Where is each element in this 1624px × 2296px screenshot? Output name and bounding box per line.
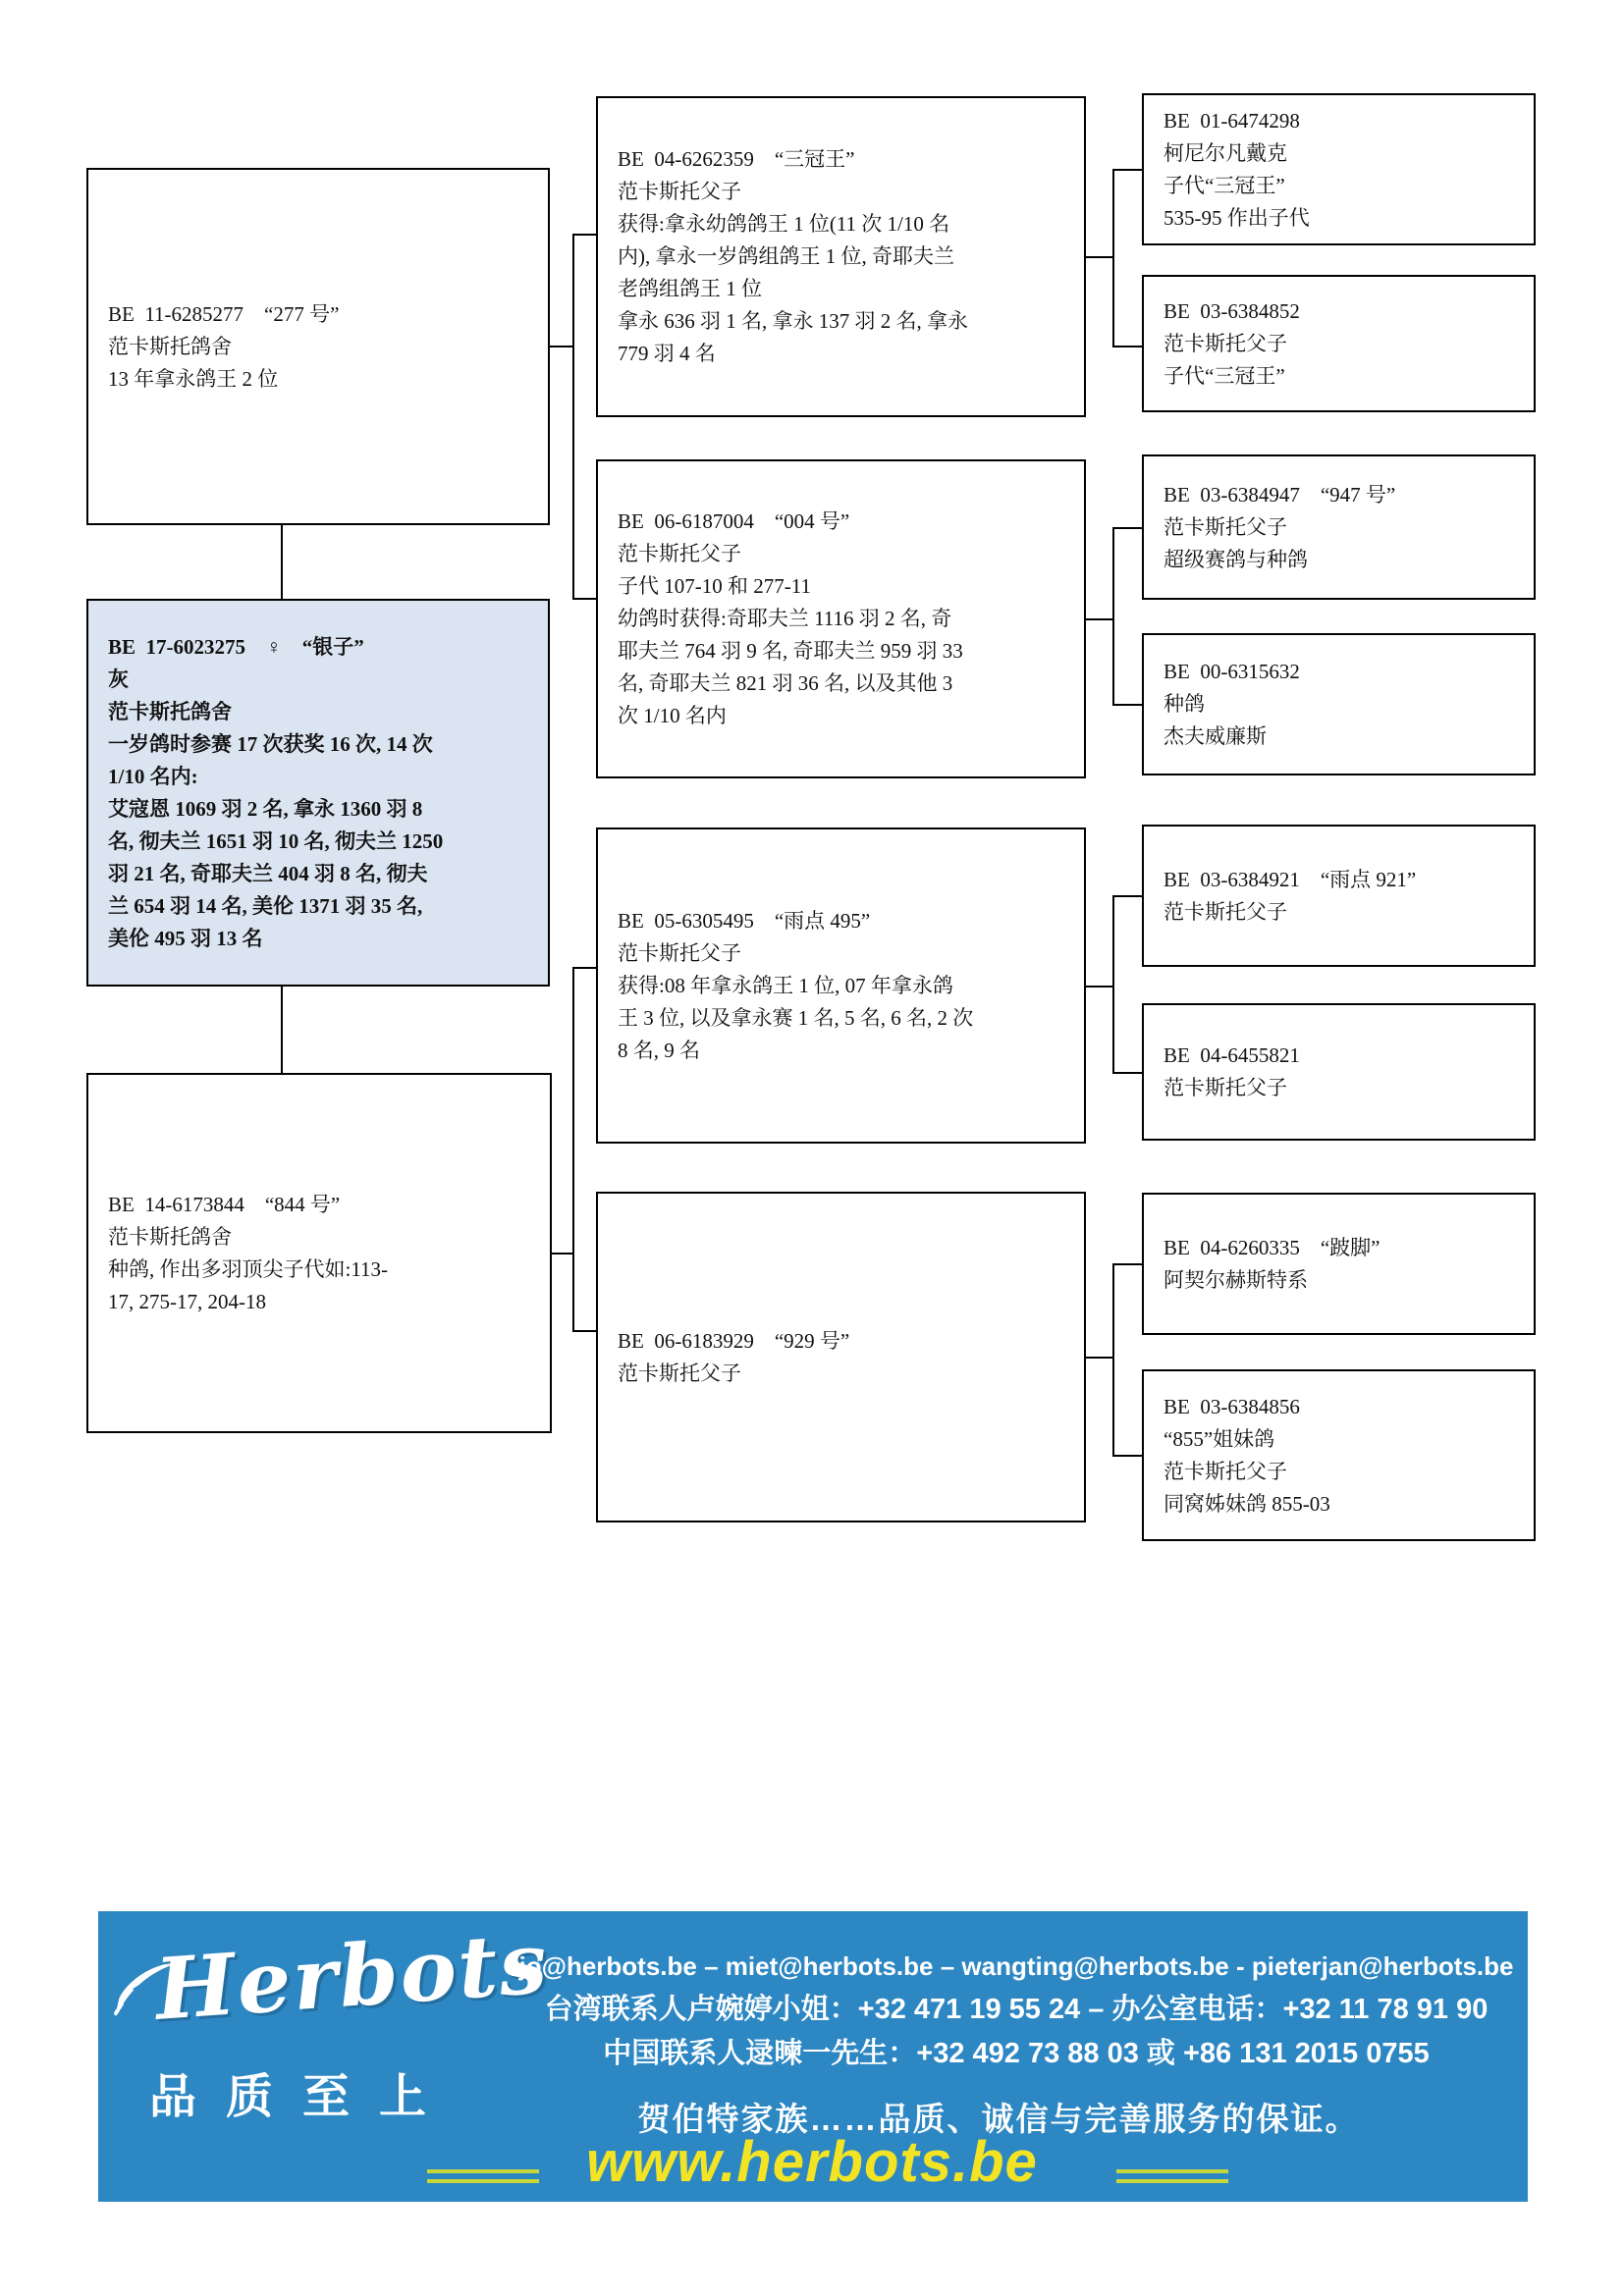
text-line: 1/10 名内:: [108, 764, 198, 788]
herbots-logo: Herbots: [151, 1913, 552, 2040]
text-line: BE 03-6384921 “雨点 921”: [1164, 867, 1417, 891]
text-line: 范卡斯托鸽舍: [108, 334, 232, 358]
text-line: BE 03-6384852: [1164, 298, 1300, 323]
pedigree-box-dam-sire: [596, 828, 1086, 1144]
text-line: 获得:08 年拿永鸽王 1 位, 07 年拿永鸽: [618, 973, 953, 997]
footer-contact-china: 中国联系人逯暕一先生：+32 492 73 88 03 或 +86 131 2015 0755: [603, 2038, 1430, 2069]
text-line: “855”姐妹鸽: [1164, 1426, 1275, 1451]
text-line: 范卡斯托父子: [1164, 899, 1287, 924]
connector-line: [1112, 895, 1114, 1074]
text-line: 范卡斯托父子: [618, 1361, 741, 1385]
pedigree-box-greatgrandparent-5: [1142, 825, 1536, 967]
text-line: 范卡斯托父子: [618, 940, 741, 965]
connector-line: [1112, 1263, 1144, 1265]
connector-line: [1112, 169, 1114, 347]
text-line: 美伦 495 羽 13 名: [108, 926, 263, 950]
connector-line: [572, 234, 574, 600]
pedigree-box-subject: [86, 599, 550, 987]
connector-line: [572, 234, 598, 236]
text-line: BE 04-6262359 “三冠王”: [618, 147, 855, 171]
text-line: 子代 107-10 和 277-11: [618, 574, 811, 598]
connector-line: [572, 1330, 598, 1332]
pedigree-box-greatgrandparent-4: [1142, 633, 1536, 775]
text-line: BE 04-6260335 “跛脚”: [1164, 1235, 1380, 1259]
text-line: 王 3 位, 以及拿永赛 1 名, 5 名, 6 名, 2 次: [618, 1005, 974, 1030]
text-line: 种鸽, 作出多羽顶尖子代如:113-: [108, 1256, 389, 1281]
pedigree-box-dam-dam: [596, 1192, 1086, 1522]
connector-line: [1112, 346, 1144, 347]
text-line: 子代“三冠王”: [1164, 173, 1285, 197]
text-line: 柯尼尔凡戴克: [1164, 140, 1287, 165]
connector-line: [1112, 895, 1144, 897]
connector-line: [552, 1253, 574, 1255]
text-line: 名, 奇耶夫兰 821 羽 36 名, 以及其他 3: [618, 671, 953, 695]
text-line: 范卡斯托父子: [1164, 514, 1287, 539]
footer-emails: jo@herbots.be – miet@herbots.be – wangting@herbots.be - pieterjan@herbots.be: [518, 1951, 1514, 1981]
text-line: BE 04-6455821: [1164, 1043, 1300, 1067]
text-line: 阿契尔赫斯特系: [1164, 1267, 1308, 1292]
connector-line: [1084, 256, 1114, 258]
connector-line: [572, 598, 598, 600]
pedigree-box-sire: [86, 168, 550, 525]
text-line: 老鸽组鸽王 1 位: [618, 277, 762, 300]
decorative-double-line-right: [1116, 2169, 1228, 2189]
text-line: BE 06-6187004 “004 号”: [618, 509, 850, 533]
decorative-double-line-left: [427, 2169, 539, 2189]
text-line: BE 17-6023275 ♀ “银子”: [108, 634, 364, 659]
text-line: 13 年拿永鸽王 2 位: [108, 366, 279, 391]
text-line: BE 06-6183929 “929 号”: [618, 1328, 850, 1353]
text-line: 范卡斯托父子: [1164, 1076, 1287, 1099]
text-line: BE 14-6173844 “844 号”: [108, 1192, 341, 1216]
pedigree-box-sire-dam: [596, 459, 1086, 778]
text-line: BE 11-6285277 “277 号”: [108, 301, 340, 326]
text-line: 范卡斯托父子: [1164, 1459, 1287, 1483]
text-line: BE 00-6315632: [1164, 660, 1300, 683]
text-line: 耶夫兰 764 羽 9 名, 奇耶夫兰 959 羽 33: [618, 639, 963, 663]
connector-line: [572, 967, 574, 1332]
text-line: 子代“三冠王”: [1164, 363, 1285, 388]
pedigree-box-greatgrandparent-3: [1142, 454, 1536, 600]
connector-line: [1112, 169, 1144, 171]
text-line: 兰 654 羽 14 名, 美伦 1371 羽 35 名,: [108, 893, 423, 918]
text-line: 种鸽: [1164, 692, 1205, 716]
footer-contacts: [511, 1945, 1522, 2076]
text-line: 内), 拿永一岁鸽组鸽王 1 位, 奇耶夫兰: [618, 244, 954, 268]
pedigree-box-greatgrandparent-2: [1142, 275, 1536, 412]
pedigree-box-greatgrandparent-7: [1142, 1193, 1536, 1335]
text-line: 同窝姊妹鸽 855-03: [1164, 1491, 1330, 1516]
pedigree-box-greatgrandparent-1: [1142, 93, 1536, 245]
footer-website: www.herbots.be: [586, 2130, 1038, 2194]
text-line: BE 03-6384856: [1164, 1394, 1300, 1418]
text-line: 一岁鸽时参赛 17 次获奖 16 次, 14 次: [108, 731, 433, 756]
pedigree-box-sire-sire: [596, 96, 1086, 417]
connector-line: [1112, 1263, 1114, 1457]
text-line: 范卡斯托父子: [618, 542, 741, 565]
connector-line: [1084, 986, 1114, 988]
text-line: 范卡斯托鸽舍: [108, 699, 232, 723]
footer-slogan: 贺伯特家族……品质、诚信与完善服务的保证。: [637, 2101, 1360, 2137]
connector-line: [281, 525, 283, 599]
connector-line: [1084, 1357, 1114, 1359]
connector-line: [281, 987, 283, 1073]
text-line: 幼鸽时获得:奇耶夫兰 1116 羽 2 名, 奇: [618, 607, 952, 630]
text-line: 次 1/10 名内: [618, 704, 727, 727]
connector-line: [1112, 1072, 1144, 1074]
text-line: 艾寇恩 1069 羽 2 名, 拿永 1360 羽 8: [108, 796, 423, 821]
text-line: 范卡斯托父子: [1164, 331, 1287, 355]
text-line: BE 05-6305495 “雨点 495”: [618, 908, 871, 933]
connector-line: [572, 967, 598, 969]
footer-contact-taiwan: 台湾联系人卢婉婷小姐：+32 471 19 55 24 – 办公室电话：+32 11 78 91 90: [544, 1994, 1489, 2025]
text-line: 羽 21 名, 奇耶夫兰 404 羽 8 名, 彻夫: [108, 861, 428, 885]
footer-tagline: 品质至上: [149, 2071, 457, 2123]
text-line: 范卡斯托鸽舍: [108, 1224, 232, 1249]
text-line: 获得:拿永幼鸽鸽王 1 位(11 次 1/10 名: [618, 212, 950, 236]
pedigree-box-dam: [86, 1073, 552, 1433]
connector-line: [1112, 527, 1144, 529]
text-line: 超级赛鸽与种鸽: [1164, 547, 1308, 571]
herbots-footer-banner: [98, 1911, 1528, 2202]
connector-line: [1112, 704, 1144, 706]
text-line: 779 羽 4 名: [618, 342, 716, 365]
text-line: 17, 275-17, 204-18: [108, 1289, 266, 1313]
text-line: 名, 彻夫兰 1651 羽 10 名, 彻夫兰 1250: [108, 828, 444, 853]
text-line: 灰: [108, 667, 129, 691]
text-line: 拿永 636 羽 1 名, 拿永 137 羽 2 名, 拿永: [618, 309, 968, 333]
text-line: 杰夫威廉斯: [1164, 724, 1267, 748]
text-line: 8 名, 9 名: [618, 1038, 700, 1062]
connector-line: [550, 346, 574, 347]
connector-line: [1112, 1455, 1144, 1457]
text-line: 范卡斯托父子: [618, 180, 741, 203]
connector-line: [1112, 527, 1114, 706]
text-line: 535-95 作出子代: [1164, 205, 1310, 230]
connector-line: [1084, 618, 1114, 620]
pedigree-box-greatgrandparent-6: [1142, 1003, 1536, 1141]
text-line: BE 01-6474298: [1164, 108, 1300, 133]
text-line: BE 03-6384947 “947 号”: [1164, 482, 1396, 507]
pedigree-box-greatgrandparent-8: [1142, 1369, 1536, 1541]
